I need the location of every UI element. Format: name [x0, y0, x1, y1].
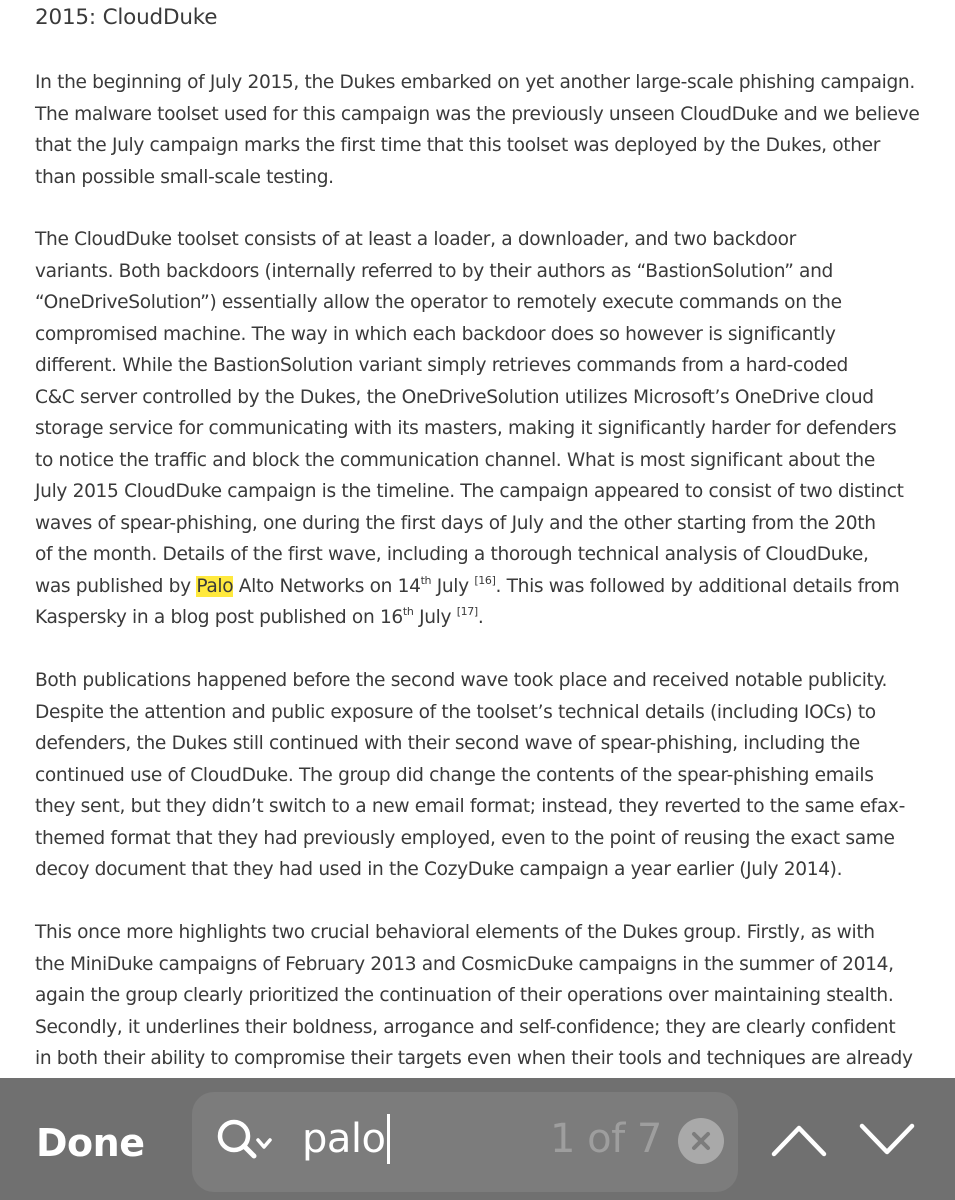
match-count: 1 of 7: [550, 1116, 662, 1162]
text-line: themed format that they had previously employed, even to the point of reusing the exact same: [35, 827, 895, 849]
text-caret: [387, 1114, 390, 1164]
text-line: of the month. Details of the first wave, including a thorough technical analysis of CloudDuke,: [35, 544, 869, 565]
find-search-input[interactable]: [302, 1114, 390, 1164]
text-run: Alto Networks on 14: [233, 575, 421, 597]
ordinal-suffix: th: [420, 573, 432, 587]
text-line: Secondly, it underlines their boldness, arrogance and self-confidence; they are clearly confident: [35, 1016, 896, 1038]
paragraph-4: [35, 917, 913, 1075]
text-line: variants. Both backdoors (internally referred to by their authors as “BastionSolution” and: [35, 260, 833, 282]
text-line: decoy document that they had used in the CozyDuke campaign a year earlier (July 2014).: [35, 859, 843, 880]
section-heading: 2015: CloudDuke: [35, 5, 218, 30]
text-line: that the July campaign marks the first time that this toolset was deployed by the Dukes, other: [35, 135, 881, 156]
text-line: continued use of CloudDuke. The group did change the contents of the spear-phishing emails: [35, 764, 874, 786]
clear-icon[interactable]: [678, 1118, 724, 1164]
find-search-value: palo: [302, 1116, 386, 1162]
find-in-page-bar: [0, 1078, 955, 1200]
document: [35, 0, 925, 1069]
text-line: [35, 602, 904, 634]
reference-17[interactable]: [17]: [456, 605, 478, 618]
search-match-highlight: Palo: [196, 575, 234, 597]
text-line: “OneDriveSolution”) essentially allow the operator to remotely execute commands on the: [35, 292, 842, 313]
chevron-down-icon: [858, 1120, 916, 1160]
text-line: C&C server controlled by the Dukes, the OneDriveSolution utilizes Microsoft’s OneDrive cloud: [35, 386, 874, 408]
text-line: Despite the attention and public exposure of the toolset’s technical details (including IOCs) to: [35, 701, 876, 723]
text-line: Both publications happened before the second wave took place and received notable publicity.: [35, 670, 888, 691]
search-options-icon[interactable]: [216, 1118, 276, 1164]
text-line: the MiniDuke campaigns of February 2013 and CosmicDuke campaigns in the summer of 2014,: [35, 953, 894, 975]
text-line: again the group clearly prioritized the continuation of their operations over maintaining stealth.: [35, 985, 894, 1006]
text-run: .: [477, 607, 484, 628]
text-line: different. While the BastionSolution variant simply retrieves commands from a hard-coded: [35, 355, 848, 376]
text-line: in both their ability to compromise their targets even when their tools and techniques are already: [35, 1048, 913, 1069]
text-line: July 2015 CloudDuke campaign is the timeline. The campaign appeared to consist of two distinct: [35, 481, 904, 502]
previous-match-button[interactable]: [770, 1120, 828, 1160]
text-line: The CloudDuke toolset consists of at least a loader, a downloader, and two backdoor: [35, 229, 796, 250]
text-line: to notice the traffic and block the communication channel. What is most significant about the: [35, 449, 875, 471]
reference-16[interactable]: [16]: [474, 573, 496, 587]
next-match-button[interactable]: [858, 1120, 916, 1160]
text-line: they sent, but they didn’t switch to a new email format; instead, they reverted to the same efax-: [35, 796, 905, 817]
chevron-up-icon: [770, 1120, 828, 1160]
text-run: July: [431, 575, 475, 597]
paragraph-1: [35, 67, 919, 193]
done-button[interactable]: Done: [36, 1121, 145, 1165]
text-run: . This was followed by additional details from: [495, 575, 900, 597]
paragraph-3: [35, 665, 905, 886]
text-run: Kaspersky in a blog post published on 16: [35, 607, 403, 628]
text-line: The malware toolset used for this campaign was the previously unseen CloudDuke and we believe: [35, 103, 920, 125]
text-line: waves of spear-phishing, one during the first days of July and the other starting from the 20th: [35, 512, 876, 534]
text-run: July: [413, 607, 457, 628]
find-search-field[interactable]: [192, 1092, 738, 1192]
text-line: This once more highlights two crucial behavioral elements of the Dukes group. Firstly, as with: [35, 922, 875, 943]
text-line: In the beginning of July 2015, the Dukes embarked on yet another large-scale phishing campaign.: [35, 72, 915, 93]
text-line: defenders, the Dukes still continued with their second wave of spear-phishing, including the: [35, 733, 860, 754]
text-line: than possible small-scale testing.: [35, 166, 334, 188]
text-line: storage service for communicating with its masters, making it significantly harder for defenders: [35, 418, 897, 439]
text-line-with-match: [35, 571, 904, 603]
text-line: compromised machine. The way in which each backdoor does so however is significantly: [35, 323, 836, 345]
ordinal-suffix: th: [402, 605, 414, 618]
text-run: was published by: [35, 575, 197, 597]
paragraph-2: [35, 224, 904, 634]
